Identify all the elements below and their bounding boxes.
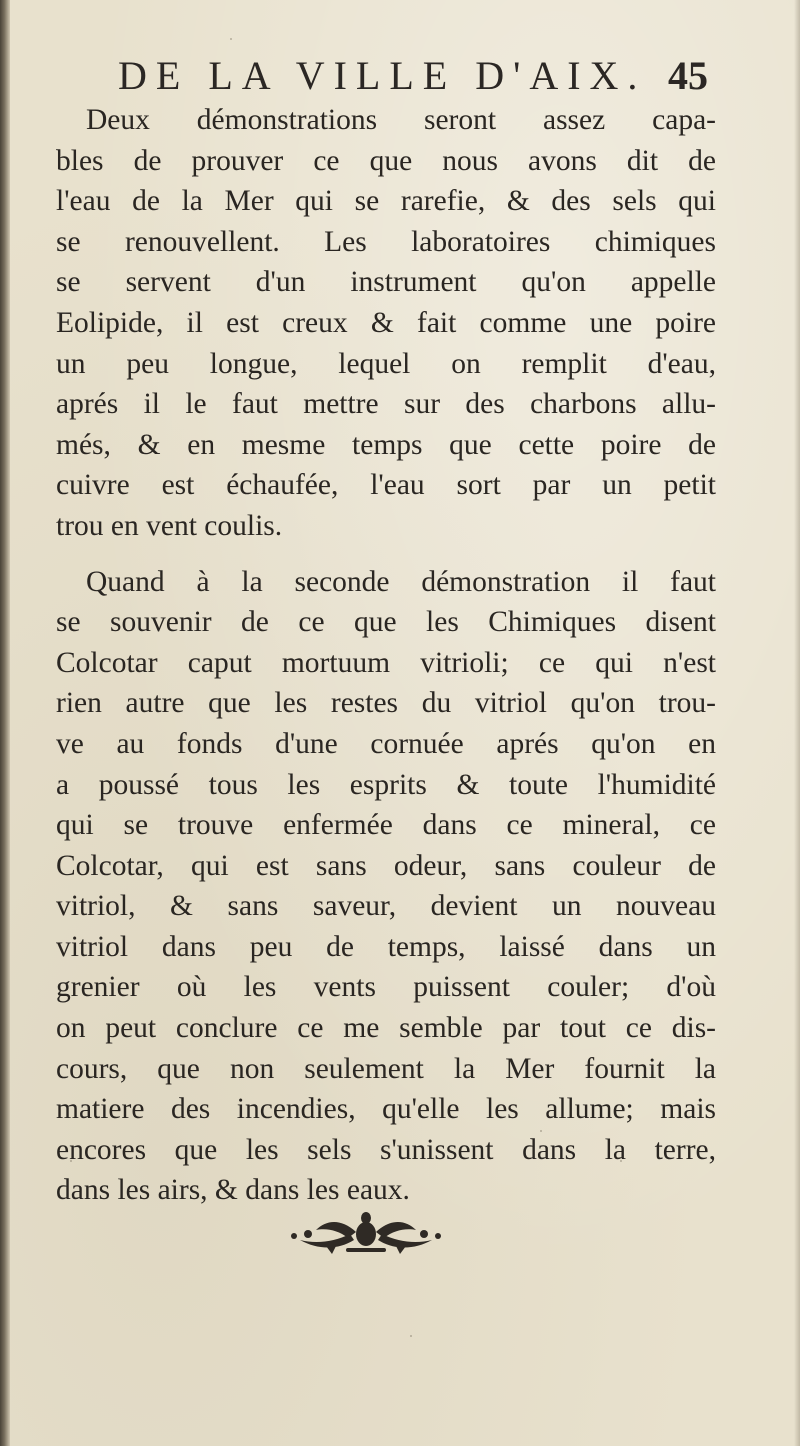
text-line: se renouvellent. Les laboratoires chimiques [56,225,716,258]
text-line: se servent d'un instrument qu'on appelle [56,266,716,299]
text-line: Deux démonstrations seront assez capa- [86,104,716,136]
text-line: Colcotar caput mortuum vitrioli; ce qui n'est [56,646,716,679]
text-line: on peut conclure ce me semble par tout ce dis- [56,1012,716,1045]
text-line: cuivre est échaufée, l'eau sort par un petit [56,469,716,502]
text-line: a poussé tous les esprits & toute l'humidité [56,768,716,801]
text-line: aprés il le faut mettre sur des charbons allu- [56,388,716,421]
text-line: un peu longue, lequel on remplit d'eau, [56,347,716,380]
text-line: encores que les sels s'unissent dans la terre, [56,1133,716,1166]
text-line: Quand à la seconde démonstration il faut [86,565,716,598]
text-line: trou en vent coulis. [56,509,283,542]
page-number: 45 [668,53,708,98]
text-line: ve au fonds d'une cornuée aprés qu'on en [56,727,716,760]
page-gutter-shadow [0,0,10,1446]
text-line: grenier où les vents puissent couler; d'où [56,971,716,1004]
running-head: DE LA VILLE D'AIX. [118,53,647,98]
text-line: més, & en mesme temps que cette poire de [56,428,716,461]
text-line: rien autre que les restes du vitriol qu'on trou- [56,687,716,720]
text-line: l'eau de la Mer qui se rarefie, & des sels qui [56,185,716,218]
text-line: se souvenir de ce que les Chimiques disent [56,606,716,639]
body-text [56,100,716,1211]
text-line: cours, que non seulement la Mer fournit la [56,1052,716,1085]
text-line: vitriol, & sans saveur, devient un nouveau [56,890,716,923]
text-line: Colcotar, qui est sans odeur, sans couleur de [56,849,716,882]
text-line: vitriol dans peu de temps, laissé dans un [56,930,716,963]
text-line: Eolipide, il est creux & fait comme une poire [56,306,716,339]
page-edge-shadow [794,0,800,1446]
text-line: bles de prouver ce que nous avons dit de [56,144,716,177]
text-line: qui se trouve enfermée dans ce mineral, ce [56,809,716,842]
text-line: dans les airs, & dans les eaux. [56,1174,410,1207]
paragraph-gap [56,547,716,562]
text-line: matiere des incendies, qu'elle les allume; mais [56,1093,716,1126]
floral-tailpiece-icon [286,1210,446,1258]
